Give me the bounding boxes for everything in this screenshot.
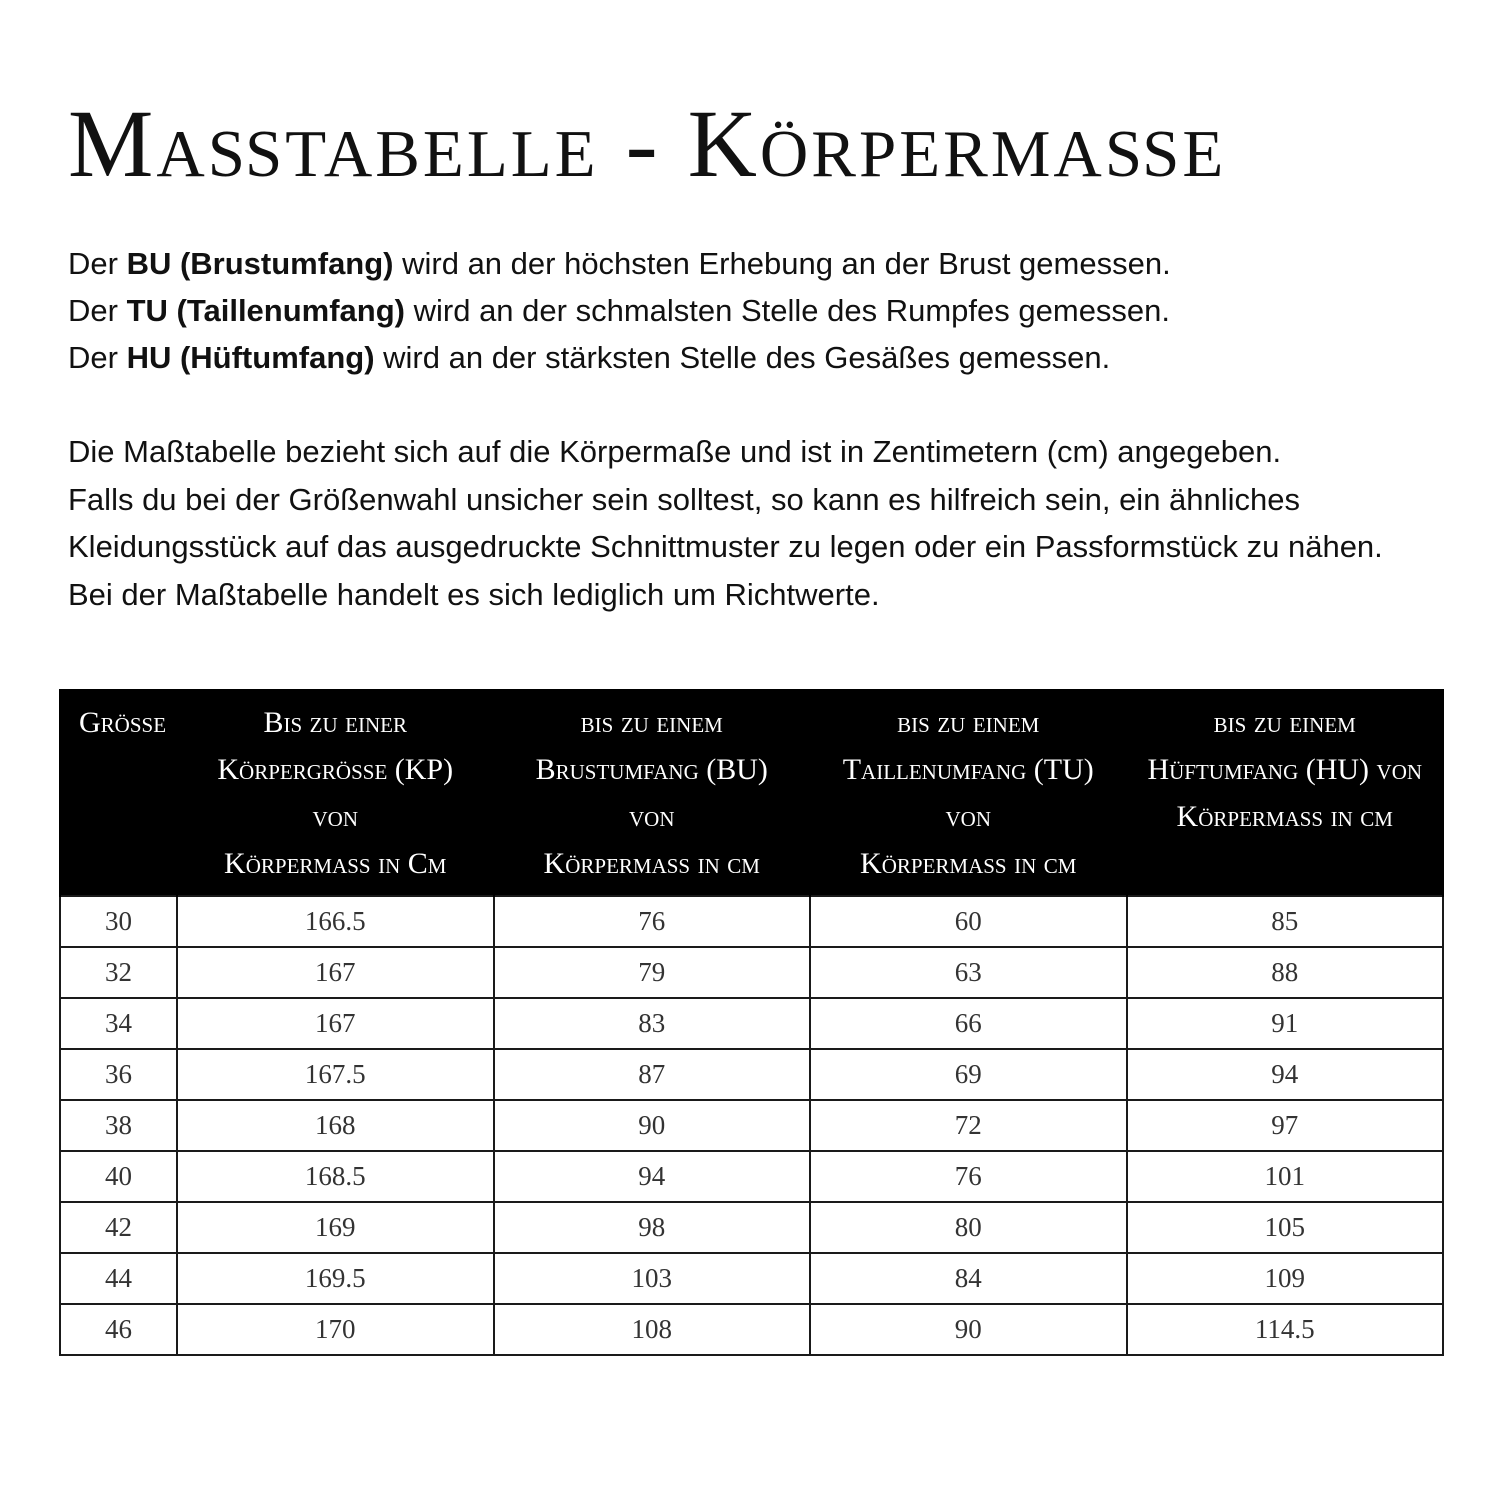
- cell-chest: 87: [494, 1049, 811, 1100]
- table-row: [60, 1151, 1443, 1202]
- cell-body-height: 168.5: [177, 1151, 494, 1202]
- cell-hip: 88: [1127, 947, 1444, 998]
- table-row: [60, 1304, 1443, 1355]
- cell-size: 42: [60, 1202, 177, 1253]
- cell-body-height: 169: [177, 1202, 494, 1253]
- cell-body-height: 167: [177, 947, 494, 998]
- cell-body-height: 167.5: [177, 1049, 494, 1100]
- cell-hip: 85: [1127, 896, 1444, 947]
- definition-hu: [68, 334, 1448, 381]
- table-row: [60, 1253, 1443, 1304]
- header-line: Körpermaß in Cm: [224, 847, 447, 880]
- header-line: Taillenumfang (TU) von: [842, 753, 1094, 833]
- cell-chest: 90: [494, 1100, 811, 1151]
- cell-size: 46: [60, 1304, 177, 1355]
- cell-size: 40: [60, 1151, 177, 1202]
- cell-waist: 84: [810, 1253, 1127, 1304]
- cell-waist: 69: [810, 1049, 1127, 1100]
- cell-body-height: 168: [177, 1100, 494, 1151]
- cell-chest: 83: [494, 998, 811, 1049]
- table-row: [60, 1049, 1443, 1100]
- table-row: [60, 1100, 1443, 1151]
- header-body-height: [177, 689, 494, 896]
- note-units: Die Maßtabelle bezieht sich auf die Körpermaße und ist in Zentimetern (cm) angegeben.: [68, 434, 1282, 469]
- cell-size: 38: [60, 1100, 177, 1151]
- note-guideline: Bei der Maßtabelle handelt es sich lediglich um Richtwerte.: [68, 576, 880, 612]
- size-table-body: [60, 896, 1443, 1355]
- definition-term: HU (Hüftumfang): [126, 340, 375, 375]
- cell-hip: 94: [1127, 1049, 1444, 1100]
- cell-size: 32: [60, 947, 177, 998]
- cell-chest: 108: [494, 1304, 811, 1355]
- table-row: [60, 947, 1443, 998]
- header-chest: [494, 689, 811, 896]
- cell-body-height: 167: [177, 998, 494, 1049]
- cell-body-height: 166.5: [177, 896, 494, 947]
- header-line: bis zu einem: [580, 706, 723, 739]
- page-title: Maßtabelle - Körpermaße: [68, 90, 1227, 197]
- size-chart-notes: [68, 428, 1448, 618]
- header-size: [60, 689, 177, 896]
- cell-chest: 79: [494, 947, 811, 998]
- cell-waist: 60: [810, 896, 1127, 947]
- cell-size: 44: [60, 1253, 177, 1304]
- cell-body-height: 170: [177, 1304, 494, 1355]
- measurement-definitions: [68, 240, 1448, 381]
- cell-chest: 76: [494, 896, 811, 947]
- header-line: Körpermaß in cm: [1176, 800, 1393, 833]
- header-hip: [1127, 689, 1444, 896]
- cell-hip: 101: [1127, 1151, 1444, 1202]
- cell-chest: 103: [494, 1253, 811, 1304]
- header-waist: [810, 689, 1127, 896]
- cell-size: 36: [60, 1049, 177, 1100]
- cell-body-height: 169.5: [177, 1253, 494, 1304]
- header-line: Körpermaß in cm: [860, 847, 1077, 880]
- size-table: [59, 689, 1444, 1356]
- cell-waist: 63: [810, 947, 1127, 998]
- cell-hip: 97: [1127, 1100, 1444, 1151]
- cell-hip: 91: [1127, 998, 1444, 1049]
- table-row: [60, 998, 1443, 1049]
- cell-chest: 94: [494, 1151, 811, 1202]
- header-line: Körpergröße (KP) von: [217, 753, 454, 833]
- cell-waist: 76: [810, 1151, 1127, 1202]
- cell-hip: 109: [1127, 1253, 1444, 1304]
- definition-term: TU (Taillenumfang): [126, 293, 405, 328]
- header-line: bis zu einem: [1213, 706, 1356, 739]
- definition-tu: [68, 287, 1448, 334]
- definition-term: BU (Brustumfang): [126, 246, 394, 281]
- cell-size: 30: [60, 896, 177, 947]
- table-row: [60, 1202, 1443, 1253]
- cell-waist: 72: [810, 1100, 1127, 1151]
- cell-waist: 90: [810, 1304, 1127, 1355]
- definition-prefix: Der: [68, 293, 127, 328]
- table-row: [60, 896, 1443, 947]
- note-size-choice: Falls du bei der Größenwahl unsicher sein solltest, so kann es hilfreich sein, ein ähnliches Kleidungsstück auf das ausgedruckte Schnittmuster zu legen oder ein Passformstück zu nähen.: [68, 481, 1383, 564]
- definition-text: wird an der schmalsten Stelle des Rumpfes gemessen.: [405, 293, 1171, 328]
- size-table-head: [60, 689, 1443, 896]
- definition-prefix: Der: [68, 246, 127, 281]
- definition-prefix: Der: [68, 340, 127, 375]
- header-line: Brustumfang (BU) von: [535, 753, 768, 833]
- table-header-row: [60, 689, 1443, 896]
- cell-chest: 98: [494, 1202, 811, 1253]
- header-line: bis zu einem: [897, 706, 1040, 739]
- cell-hip: 114.5: [1127, 1304, 1444, 1355]
- definition-text: wird an der höchsten Erhebung an der Brust gemessen.: [393, 246, 1171, 281]
- header-line: Hüftumfang (HU) von: [1147, 753, 1423, 786]
- definition-text: wird an der stärksten Stelle des Gesäßes gemessen.: [374, 340, 1111, 375]
- header-line: Bis zu einer: [263, 706, 407, 739]
- cell-waist: 80: [810, 1202, 1127, 1253]
- definition-bu: [68, 240, 1448, 287]
- header-line: Körpermaß in cm: [543, 847, 760, 880]
- cell-waist: 66: [810, 998, 1127, 1049]
- header-line: Größe: [79, 706, 167, 739]
- cell-size: 34: [60, 998, 177, 1049]
- cell-hip: 105: [1127, 1202, 1444, 1253]
